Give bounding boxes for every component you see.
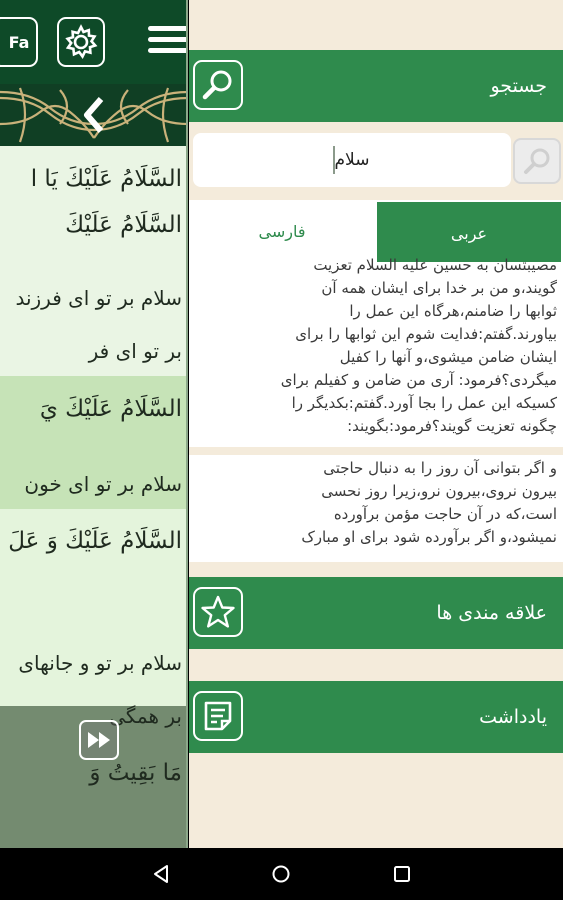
result-divider	[189, 447, 563, 455]
verse-translation[interactable]: بر همگی	[109, 704, 182, 728]
search-header	[189, 50, 563, 122]
chevron-left-icon[interactable]	[81, 95, 107, 135]
verse-line[interactable]: مَا بَقِيتُ وَ	[89, 760, 182, 786]
verse-translation[interactable]: سلام بر تو و جانهای	[18, 651, 182, 675]
favorites-bar[interactable]	[189, 577, 563, 649]
verse-translation[interactable]: سلام بر تو ای فرزند	[15, 286, 182, 310]
search-query: سلام	[334, 150, 370, 170]
notes-label: یادداشت	[479, 706, 547, 728]
search-result-item[interactable]: مصیبتسان به حسین علیه السلام تعزیت گویند،و من بر خدا برای ایشان همه آن ثوابها را ضامنم،هرگاه این عمل را بیاورند.گفتم:فدایت شوم این ثوابها را برای ایشان ضامن میشوی،و آنها را کفیل میگردی؟فرمود: آری من ضامن و کفیلم برای کسیکه این عمل را بجا آورد.گفتم:بکدیگر را چگونه تعزیت گویند؟فرمود:بگویند:	[189, 264, 563, 447]
fast-forward-icon	[86, 730, 112, 750]
verse-line[interactable]: السَّلَامُ عَلَيْكَ يَا ا	[30, 166, 182, 192]
search-icon	[522, 146, 552, 176]
verse-line[interactable]: السَّلَامُ عَلَيْكَ	[65, 212, 182, 238]
search-title: جستجو	[490, 75, 547, 97]
pane-divider	[186, 0, 188, 848]
hamburger-menu-button[interactable]	[148, 26, 188, 58]
language-toggle-button[interactable]: Fa	[0, 17, 38, 67]
search-pane	[189, 0, 563, 848]
notes-bar[interactable]	[189, 681, 563, 753]
back-triangle-icon[interactable]	[151, 864, 171, 884]
verse-line[interactable]: السَّلَامُ عَلَيْكَ وَ عَلَ	[8, 528, 182, 554]
language-tabs	[189, 200, 563, 264]
star-icon	[200, 594, 236, 630]
search-icon	[201, 68, 235, 102]
settings-button[interactable]	[57, 17, 105, 67]
gear-icon	[63, 24, 99, 60]
note-icon	[201, 699, 235, 733]
notes-button[interactable]	[193, 691, 243, 741]
search-input[interactable]	[193, 133, 511, 187]
recents-square-icon[interactable]	[393, 865, 411, 883]
home-circle-icon[interactable]	[271, 864, 291, 884]
verse-translation[interactable]: سلام بر تو ای خون	[24, 472, 182, 496]
text-caret	[333, 146, 335, 174]
system-nav-bar	[0, 848, 563, 900]
fast-forward-button[interactable]	[79, 720, 119, 760]
reading-toolbar	[0, 0, 188, 85]
tab-arabic[interactable]: عربی	[375, 200, 563, 264]
search-header-button[interactable]	[193, 60, 243, 110]
favorites-button[interactable]	[193, 587, 243, 637]
verse-translation[interactable]: بر تو ای فر	[88, 339, 182, 363]
favorites-label: علاقه مندی ها	[436, 602, 547, 624]
tab-persian[interactable]: فارسی	[258, 222, 306, 241]
reading-pane	[0, 0, 188, 848]
verse-line[interactable]: السَّلَامُ عَلَيْكَ يَ	[39, 396, 182, 422]
search-submit-button[interactable]	[513, 138, 561, 184]
search-result-item[interactable]: و اگر بتوانی آن روز را به دنبال حاجتی بیرون نروی،بیرون نرو،زیرا روز نحسی است،که در آن حاجت مؤمن برآورده نمیشود،و اگر برآورده شود برای او مبارک	[189, 455, 563, 562]
